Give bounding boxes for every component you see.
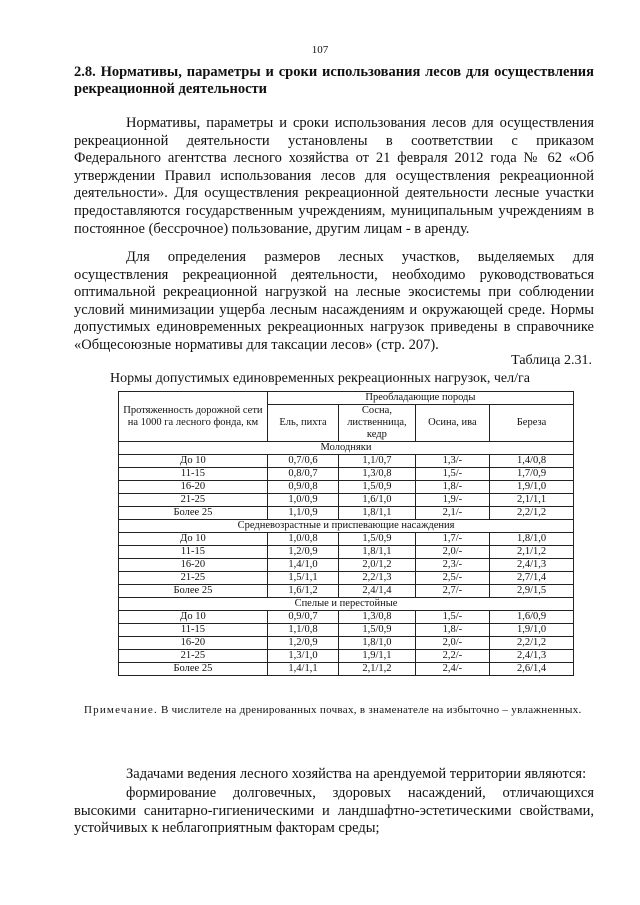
table-row (119, 585, 574, 598)
load-value-cell: 1,5/- (415, 468, 489, 481)
load-value-cell: 1,8/1,0 (339, 637, 416, 650)
section-name: Спелые и перестойные (119, 598, 574, 611)
road-density-cell: Более 25 (119, 507, 268, 520)
load-value-cell: 1,4/0,8 (490, 455, 574, 468)
load-value-cell: 1,5/1,1 (267, 572, 338, 585)
table-note (84, 703, 594, 718)
load-value-cell: 2,2/- (415, 650, 489, 663)
load-value-cell: 0,9/0,7 (267, 611, 338, 624)
load-value-cell: 1,8/- (415, 481, 489, 494)
road-density-cell: 11-15 (119, 624, 268, 637)
road-density-cell: 11-15 (119, 468, 268, 481)
road-density-cell: Более 25 (119, 663, 268, 676)
load-value-cell: 1,6/1,0 (339, 494, 416, 507)
load-value-cell: 1,3/1,0 (267, 650, 338, 663)
load-value-cell: 1,0/0,8 (267, 533, 338, 546)
load-value-cell: 2,9/1,5 (490, 585, 574, 598)
road-density-cell: 16-20 (119, 481, 268, 494)
section-name: Молодняки (119, 442, 574, 455)
road-density-cell: 21-25 (119, 494, 268, 507)
load-value-cell: 2,4/1,3 (490, 650, 574, 663)
load-value-cell: 2,4/- (415, 663, 489, 676)
load-value-cell: 2,1/- (415, 507, 489, 520)
load-value-cell: 1,9/1,0 (490, 624, 574, 637)
road-density-cell: До 10 (119, 611, 268, 624)
table-row (119, 546, 574, 559)
table-number: Таблица 2.31. (511, 353, 592, 368)
road-density-cell: 21-25 (119, 650, 268, 663)
load-value-cell: 2,0/- (415, 546, 489, 559)
road-density-cell: 21-25 (119, 572, 268, 585)
table-row (119, 481, 574, 494)
table-title: Нормы допустимых единовременных рекреационных нагрузок, чел/га (110, 371, 530, 386)
load-value-cell: 1,9/- (415, 494, 489, 507)
load-value-cell: 2,2/1,2 (490, 507, 574, 520)
header-birch: Береза (490, 405, 574, 442)
load-value-cell: 1,5/0,9 (339, 624, 416, 637)
note-label: Примечание. (84, 704, 158, 716)
road-density-cell: До 10 (119, 533, 268, 546)
table-row (119, 468, 574, 481)
load-value-cell: 1,7/- (415, 533, 489, 546)
load-value-cell: 1,8/1,1 (339, 507, 416, 520)
table-row (119, 572, 574, 585)
load-value-cell: 1,6/0,9 (490, 611, 574, 624)
header-road-network: Протяженность дорожной сети на 1000 га лесного фонда, км (119, 392, 268, 442)
load-value-cell: 1,5/0,9 (339, 481, 416, 494)
load-value-cell: 2,5/- (415, 572, 489, 585)
section-row (119, 520, 574, 533)
load-value-cell: 2,1/1,2 (490, 546, 574, 559)
section-name: Средневозрастные и приспевающие насаждения (119, 520, 574, 533)
load-value-cell: 1,8/1,1 (339, 546, 416, 559)
load-value-cell: 2,6/1,4 (490, 663, 574, 676)
load-value-cell: 1,2/0,9 (267, 546, 338, 559)
load-value-cell: 2,7/- (415, 585, 489, 598)
load-value-cell: 1,1/0,9 (267, 507, 338, 520)
paragraph-plot-size: Для определения размеров лесных участков, выделяемых для осуществления рекреационной деятельности, необходимо руководствоваться оптимальной рекреационной нагрузкой на лесные экосистемы при соблюдении условий минимизации ущерба лесным насаждениям и окружающей среде. Нормы допустимых единовременных рекреационных нагрузок приведены в справочнике «Общесоюзные нормативы для таксации лесов» (стр. 207). (74, 249, 594, 353)
load-value-cell: 2,3/- (415, 559, 489, 572)
load-value-cell: 1,5/0,9 (339, 533, 416, 546)
load-value-cell: 2,4/1,4 (339, 585, 416, 598)
load-value-cell: 2,4/1,3 (490, 559, 574, 572)
load-value-cell: 1,8/1,0 (490, 533, 574, 546)
page-number: 107 (311, 44, 329, 56)
header-dominant-species: Преобладающие породы (267, 392, 573, 405)
load-value-cell: 2,1/1,2 (339, 663, 416, 676)
table-row (119, 507, 574, 520)
load-value-cell: 2,7/1,4 (490, 572, 574, 585)
load-value-cell: 1,4/1,1 (267, 663, 338, 676)
load-value-cell: 1,0/0,9 (267, 494, 338, 507)
table-row (119, 663, 574, 676)
load-value-cell: 2,2/1,3 (339, 572, 416, 585)
road-density-cell: Более 25 (119, 585, 268, 598)
load-value-cell: 0,8/0,7 (267, 468, 338, 481)
header-pine-larch-cedar: Сосна, лиственница, кедр (339, 405, 416, 442)
road-density-cell: 16-20 (119, 559, 268, 572)
header-aspen-willow: Осина, ива (415, 405, 489, 442)
table-row (119, 455, 574, 468)
load-value-cell: 1,3/0,8 (339, 611, 416, 624)
load-value-cell: 1,6/1,2 (267, 585, 338, 598)
table-body (119, 442, 574, 676)
load-value-cell: 2,1/1,1 (490, 494, 574, 507)
load-value-cell: 1,9/1,1 (339, 650, 416, 663)
load-value-cell: 1,5/- (415, 611, 489, 624)
load-value-cell: 1,2/0,9 (267, 637, 338, 650)
load-value-cell: 1,4/1,0 (267, 559, 338, 572)
load-value-cell: 1,3/- (415, 455, 489, 468)
paragraph-regulations: Нормативы, параметры и сроки использования лесов для осуществления рекреационной деятельности установлены в соответствии с приказом Федерального агентства лесного хозяйства от 21 февраля 2012 года № 62 «Об утверждении Правил использования лесов для осуществления рекреационной деятельности». Для осуществления рекреационной деятельности лесные участки предоставляются государственным учреждениям, муниципальным учреждениям в постоянное (бессрочное) пользование, другим лицам - в аренду. (74, 115, 594, 237)
load-value-cell: 1,3/0,8 (339, 468, 416, 481)
road-density-cell: До 10 (119, 455, 268, 468)
table-row (119, 637, 574, 650)
road-density-cell: 11-15 (119, 546, 268, 559)
note-text: В числителе на дренированных почвах, в знаменателе на избыточно – увлажненных. (160, 704, 582, 716)
section-heading: 2.8. Нормативы, параметры и сроки использования лесов для осуществления рекреационной деятельности (74, 64, 594, 97)
section-row (119, 442, 574, 455)
recreational-load-table (118, 391, 574, 676)
load-value-cell: 1,1/0,7 (339, 455, 416, 468)
section-row (119, 598, 574, 611)
load-value-cell: 2,2/1,2 (490, 637, 574, 650)
paragraph-forming-stands: формирование долговечных, здоровых насаждений, отличающихся высокими санитарно-гигиеническими и ландшафтно-эстетическими свойствами, устойчивых к неблагоприятным факторам среды; (74, 785, 594, 837)
load-value-cell: 1,8/- (415, 624, 489, 637)
paragraph-tasks: Задачами ведения лесного хозяйства на арендуемой территории являются: (126, 766, 587, 782)
load-value-cell: 1,9/1,0 (490, 481, 574, 494)
table-row (119, 494, 574, 507)
table-row (119, 611, 574, 624)
load-value-cell: 0,9/0,8 (267, 481, 338, 494)
table-row (119, 650, 574, 663)
load-value-cell: 1,1/0,8 (267, 624, 338, 637)
load-value-cell: 2,0/1,2 (339, 559, 416, 572)
table-row (119, 533, 574, 546)
load-value-cell: 2,0/- (415, 637, 489, 650)
load-value-cell: 1,7/0,9 (490, 468, 574, 481)
road-density-cell: 16-20 (119, 637, 268, 650)
table-row (119, 624, 574, 637)
header-spruce-fir: Ель, пихта (267, 405, 338, 442)
load-value-cell: 0,7/0,6 (267, 455, 338, 468)
table-row (119, 559, 574, 572)
